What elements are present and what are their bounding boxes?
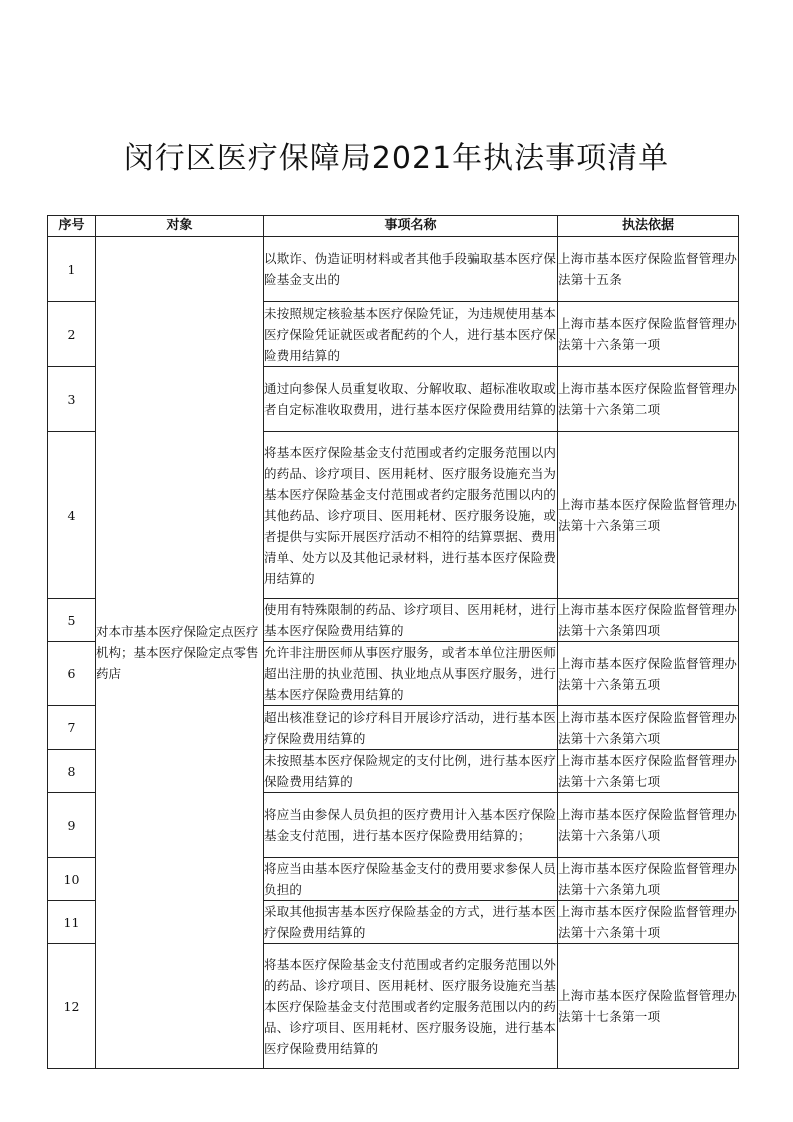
- row-number: 7: [48, 706, 96, 750]
- row-number: 5: [48, 599, 96, 642]
- row-number: 2: [48, 302, 96, 367]
- legal-basis: 上海市基本医疗保险监督管理办法第十六条第二项: [558, 367, 739, 432]
- row-number: 11: [48, 901, 96, 944]
- document-title: 闵行区医疗保障局2021年执法事项清单: [123, 141, 670, 176]
- item-name: 将应当由参保人员负担的医疗费用计入基本医疗保险基金支付范围，进行基本医疗保险费用结算的；: [264, 793, 558, 858]
- legal-basis: 上海市基本医疗保险监督管理办法第十六条第十项: [558, 901, 739, 944]
- legal-basis: 上海市基本医疗保险监督管理办法第十六条第四项: [558, 599, 739, 642]
- table-header-row: [48, 216, 739, 237]
- legal-basis: 上海市基本医疗保险监督管理办法第十六条第三项: [558, 432, 739, 599]
- header-basis: 执法依据: [558, 216, 739, 237]
- item-name: 将应当由基本医疗保险基金支付的费用要求参保人员负担的: [264, 858, 558, 901]
- item-name: 允许非注册医师从事医疗服务，或者本单位注册医师超出注册的执业范围、执业地点从事医疗服务，进行基本医疗保险费用结算的: [264, 642, 558, 706]
- item-name: 将基本医疗保险基金支付范围或者约定服务范围以外的药品、诊疗项目、医用耗材、医疗服务设施充当基本医疗保险基金支付范围或者约定服务范围以内的药品、诊疗项目、医用耗材、医疗服务设施，进行基本医疗保险费用结算的: [264, 944, 558, 1069]
- item-name: 采取其他损害基本医疗保险基金的方式，进行基本医疗保险费用结算的: [264, 901, 558, 944]
- item-name: 通过向参保人员重复收取、分解收取、超标准收取或者自定标准收取费用，进行基本医疗保险费用结算的: [264, 367, 558, 432]
- row-number: 4: [48, 432, 96, 599]
- legal-basis: 上海市基本医疗保险监督管理办法第十六条第九项: [558, 858, 739, 901]
- legal-basis: 上海市基本医疗保险监督管理办法第十六条第八项: [558, 793, 739, 858]
- header-object: 对象: [96, 216, 264, 237]
- row-number: 1: [48, 237, 96, 302]
- item-name: 超出核准登记的诊疗科目开展诊疗活动，进行基本医疗保险费用结算的: [264, 706, 558, 750]
- row-number: 9: [48, 793, 96, 858]
- row-number: 6: [48, 642, 96, 706]
- row-number: 12: [48, 944, 96, 1069]
- row-number: 10: [48, 858, 96, 901]
- item-name: 使用有特殊限制的药品、诊疗项目、医用耗材，进行基本医疗保险费用结算的: [264, 599, 558, 642]
- enforcement-table: [47, 215, 739, 1069]
- object-cell: 对本市基本医疗保险定点医疗机构；基本医疗保险定点零售药店: [96, 237, 264, 1069]
- header-item: 事项名称: [264, 216, 558, 237]
- item-name: 以欺诈、伪造证明材料或者其他手段骗取基本医疗保险基金支出的: [264, 237, 558, 302]
- item-name: 未按照规定核验基本医疗保险凭证，为违规使用基本医疗保险凭证就医或者配药的个人，进行基本医疗保险费用结算的: [264, 302, 558, 367]
- legal-basis: 上海市基本医疗保险监督管理办法第十六条第六项: [558, 706, 739, 750]
- legal-basis: 上海市基本医疗保险监督管理办法第十六条第七项: [558, 750, 739, 793]
- item-name: 未按照基本医疗保险规定的支付比例，进行基本医疗保险费用结算的: [264, 750, 558, 793]
- legal-basis: 上海市基本医疗保险监督管理办法第十七条第一项: [558, 944, 739, 1069]
- row-number: 8: [48, 750, 96, 793]
- legal-basis: 上海市基本医疗保险监督管理办法第十六条第一项: [558, 302, 739, 367]
- item-name: 将基本医疗保险基金支付范围或者约定服务范围以内的药品、诊疗项目、医用耗材、医疗服务设施充当为基本医疗保险基金支付范围或者约定服务范围以内的其他药品、诊疗项目、医用耗材、医疗服务设施，或者提供与实际开展医疗活动不相符的结算票据、费用清单、处方以及其他记录材料，进行基本医疗保险费用结算的: [264, 432, 558, 599]
- legal-basis: 上海市基本医疗保险监督管理办法第十六条第五项: [558, 642, 739, 706]
- legal-basis: 上海市基本医疗保险监督管理办法第十五条: [558, 237, 739, 302]
- table-row: [48, 237, 739, 302]
- header-no: 序号: [48, 216, 96, 237]
- row-number: 3: [48, 367, 96, 432]
